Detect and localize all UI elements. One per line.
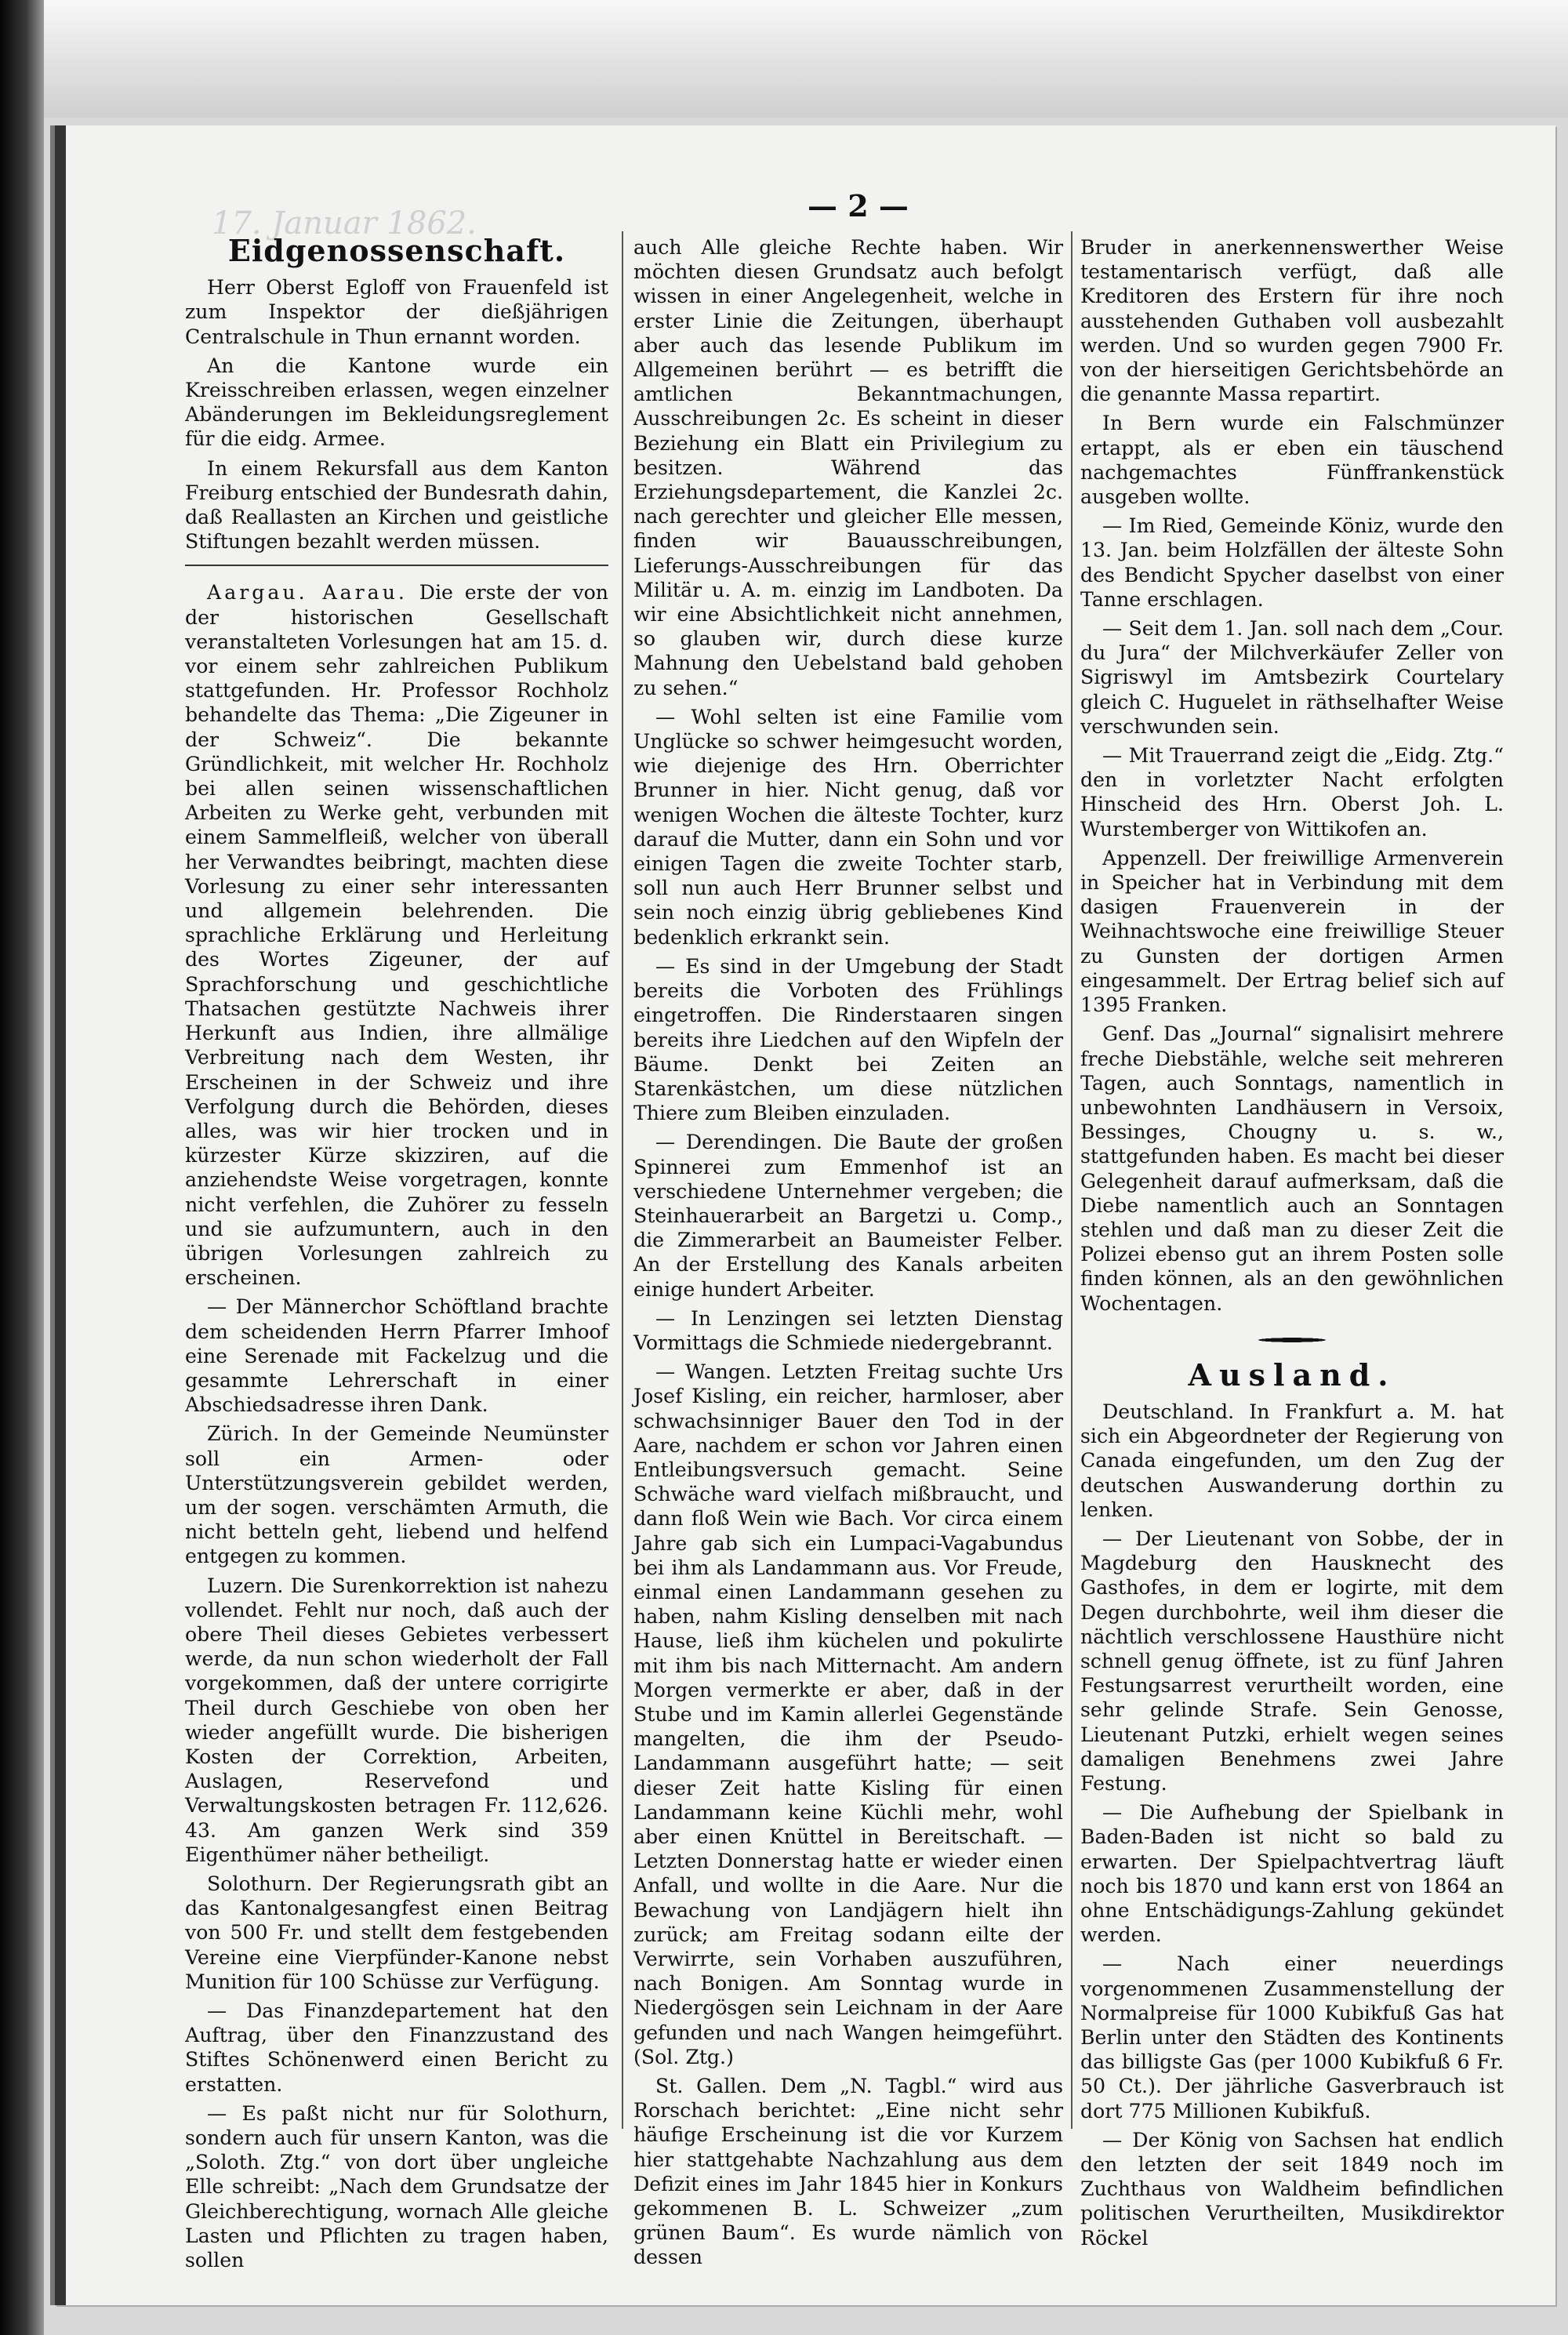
top-margin <box>44 0 1568 118</box>
article-paragraph: In Bern wurde ein Falschmünzer ertappt, als er eben ein täuschend nachgemachtes Fünffrankenstück ausgeben wollte. <box>1080 412 1504 509</box>
column-3 <box>1080 235 1504 2250</box>
article-paragraph: — Es paßt nicht nur für Solothurn, sondern auch für unsern Kanton, was die „Soloth. Ztg.“ von dort über ungleiche Elle schreibt: „Nach dem Grundsatze der Gleichberechtigung, wornach Alle gleiche Lasten und Pflichten zu tragen haben, sollen <box>185 2101 608 2272</box>
article-paragraph: — Der Lieutenant von Sobbe, der in Magdeburg den Hausknecht des Gasthofes, in dem er logirte, mit dem Degen durchbohrte, weil ihm dieser die nächtlich verschlossene Hausthüre nicht schnell genug öffnete, ist zu fünf Jahren Festungsarrest verurtheilt worden, eine sehr gelinde Strafe. Sein Genosse, Lieutenant Putzki, erhielt wegen seines damaligen Benehmens zwei Jahre Festung. <box>1080 1527 1504 1795</box>
article-paragraph: — Im Ried, Gemeinde Köniz, wurde den 13. Jan. beim Holzfällen der älteste Sohn des Bendicht Spycher daselbst von einer Tanne erschlagen. <box>1080 514 1504 611</box>
page-number: — 2 — <box>808 188 909 223</box>
article-paragraph: — Wohl selten ist eine Familie vom Unglücke so schwer heimgesucht worden, wie diejenige des Hrn. Oberrichter Brunner in hier. Nicht genug, daß vor wenigen Wochen die älteste Tochter, kurz darauf die Mutter, dann ein Sohn und vor einigen Tagen die zweite Tochter starb, soll nun auch Herr Brunner selbst und sein noch einzig übrig gebliebenes Kind bedenklich erkrankt sein. <box>633 705 1063 949</box>
article-paragraph: — In Lenzingen sei letzten Dienstag Vormittags die Schmiede niedergebrannt. <box>633 1306 1063 1354</box>
separator-rule <box>185 565 608 566</box>
article-paragraph: St. Gallen. Dem „N. Tagbl.“ wird aus Rorschach berichtet: „Eine nicht sehr häufige Erscheinung ist die vor Kurzem hier stattgehabte Nachzahlung aus dem Defizit eines im Jahr 1845 hier in Konkurs gekommenen B. L. Schweizer „zum grünen Baum“. Es wurde nämlich von dessen <box>633 2075 1063 2269</box>
section-heading: Eidgenossenschaft. <box>227 233 566 268</box>
article-paragraph: — Wangen. Letzten Freitag suchte Urs Josef Kisling, ein reicher, harmloser, aber schwachsinniger Bauer den Tod in der Aare, nachdem er schon vor Jahren einen Entleibungsversuch gemacht. Seine Schwäche ward vielfach mißbraucht, und dann floß Wein wie Bach. Vor circa einem Jahre gab sich ein Lumpaci-Vagabundus bei ihm als Landammann aus. Vor Freude, einmal einen Landammann gesehen zu haben, nahm Kisling denselben mit nach Hause, ließ ihm küchelen und pokulirte mit ihm bis nach Mitternacht. Am andern Morgen vermerkte er aber, daß in der Stube und im Kamin allerlei Gegenstände mangelten, die ihm der Pseudo-Landammann ausgeführt hatte; — seit dieser Zeit hatte Kisling für einen Landammann keine Küchli mehr, wohl aber einen Knüttel in Bereitschaft. — Letzten Donnerstag hatte er wieder einen Anfall, und wollte in die Aare. Nur die Bewachung von Landjägern hielt ihn zurück; am Freitag sodann eilte der Verwirrte, sein Vorhaben auszuführen, nach Bonigen. Am Sonntag wurde in Niedergösgen sein Leichnam in der Aare gefunden und nach Wangen heimgeführt. (Sol. Ztg.) <box>633 1360 1063 2068</box>
article-paragraph: — Derendingen. Die Baute der großen Spinnerei zum Emmenhof ist an verschiedene Unternehmer vergeben; die Steinhauerarbeit an Bargetzi u. Comp., die Zimmerarbeit an Baumeister Felber. An der Erstellung des Kanals arbeiten einige hundert Arbeiter. <box>633 1131 1063 1301</box>
article-paragraph: auch Alle gleiche Rechte haben. Wir möchten diesen Grundsatz auch befolgt wissen in einer Angelegenheit, welche in erster Linie die Zeitungen, überhaupt aber auch das lesende Publikum im Allgemeinen berührt — es betrifft die amtlichen Bekanntmachungen, Ausschreibungen 2c. Es scheint in dieser Beziehung ein Blatt ein Privilegium zu besitzen. Während das Erziehungsdepartement, die Kanzlei 2c. nach gerechter und gleicher Elle messen, finden wir Bauausschreibungen, Lieferungs-Ausschreibungen für das Militär u. A. m. einzig im Landboten. Da wir eine Absichtlichkeit nicht annehmen, so glauben wir, durch diese kurze Mahnung den Uebelstand bald gehoben zu sehen.“ <box>633 236 1063 699</box>
article-paragraph: — Die Aufhebung der Spielbank in Baden-Baden ist nicht so bald zu erwarten. Der Spielpachtvertrag läuft noch bis 1870 und kann erst von 1864 an ohne Entschädigungs-Zahlung gekündet werden. <box>1080 1801 1504 1947</box>
column-1 <box>185 233 608 2272</box>
article-paragraph: Appenzell. Der freiwillige Armenverein in Speicher hat in Verbindung mit dem dasigen Frauenverein in der Weihnachtswoche eine freiwillige Steuer zu Gunsten der dortigen Armen eingesammelt. Der Ertrag belief sich auf 1395 Franken. <box>1080 846 1504 1017</box>
article-paragraph: — Es sind in der Umgebung der Stadt bereits die Vorboten des Frühlings eingetroffen. Die Rinderstaaren singen bereits ihre Liedchen auf den Wipfeln der Bäume. Denkt bei Zeiten an Starenkästchen, um diese nützlichen Thiere zum Bleiben einzuladen. <box>633 954 1063 1125</box>
book-spine <box>0 0 44 2335</box>
article-paragraph: Deutschland. In Frankfurt a. M. hat sich ein Abgeordneter der Regierung von Canada eingefunden, um den Zug der deutschen Auswanderung dorthin zu lenken. <box>1080 1400 1504 1521</box>
article-text: Die erste der von der historischen Gesellschaft veranstalteten Vorlesungen hat am 15. d. vor einem sehr zahlreichen Publikum stattgefunden. Hr. Professor Rochholz behandelte das Thema: „Die Zigeuner in der Schweiz“. Die bekannte Gründlichkeit, mit welcher Hr. Rochholz bei allen seinen wissenschaftlichen Arbeiten zu Werke geht, verbunden mit einem Sammelfleiß, welcher von überall her Verwandtes beibringt, machten diese Vorlesung zu einer sehr interessanten und allgemein belehrenden. Die sprachliche Erklärung und Herleitung des Wortes Zigeuner, der auf Sprachforschung und geschichtliche Thatsachen gestützte Nachweis ihrer Herkunft aus Indien, ihre allmälige Verbreitung nach dem Westen, ihr Erscheinen in der Schweiz und ihre Verfolgung durch die Behörden, dieses alles, was wir hier trocken und in kürzester Kürze skizziren, auf die anziehendste Weise vorgetragen, konnte nicht verfehlen, die Zuhörer zu fesseln und sie aufzumuntern, auch in den übrigen Vorlesungen zahlreich zu erscheinen. <box>185 581 608 1290</box>
article-paragraph: In einem Rekursfall aus dem Kanton Freiburg entschied der Bundesrath dahin, daß Reallasten an Kirchen und geistliche Stiftungen bezahlt werden müssen. <box>185 456 608 554</box>
article-paragraph <box>185 580 608 1290</box>
article-paragraph: — Der Männerchor Schöftland brachte dem scheidenden Herrn Pfarrer Imhoof eine Serenade mit Fackelzug und die gesammte Lehrerschaft in einer Abschiedsadresse ihren Dank. <box>185 1295 608 1417</box>
section-heading: Ausland. <box>1188 1356 1396 1393</box>
ornament-divider <box>1233 1336 1351 1344</box>
article-paragraph: Luzern. Die Surenkorrektion ist nahezu vollendet. Fehlt nur noch, daß auch der obere Theil dieses Gebietes verbessert werde, da nun schon wiederholt der Fall vorgekommen, daß der untere corrigirte Theil durch Geschiebe von oben her wieder angefüllt wurde. Die bisherigen Kosten der Correktion, Arbeiten, Auslagen, Reservefond und Verwaltungskosten betragen Fr. 112,626. 43. Am ganzen Werk sind 359 Eigenthümer näher betheiligt. <box>185 1574 608 1866</box>
article-paragraph: Solothurn. Der Regierungsrath gibt an das Kantonalgesangfest einen Beitrag von 500 Fr. und stellt dem festgebenden Vereine eine Vierpfünder-Kanone nebst Munition für 100 Schüsse zur Verfügung. <box>185 1872 608 1993</box>
article-paragraph: — Nach einer neuerdings vorgenommenen Zusammenstellung der Normalpreise für 1000 Kubikfuß Gas hat Berlin unter den Städten des Kontinents das billigste Gas (per 1000 Kubikfuß 6 Fr. 50 Ct.). Der jährliche Gasverbrauch ist dort 775 Millionen Kubikfuß. <box>1080 1952 1504 2123</box>
column-rule <box>1071 231 1073 2129</box>
article-paragraph: Zürich. In der Gemeinde Neumünster soll ein Armen- oder Unterstützungsverein gebildet werden, um der sogen. verschämten Armuth, die nicht betteln geht, liebend und helfend entgegen zu kommen. <box>185 1422 608 1568</box>
column-2 <box>633 235 1063 2269</box>
bleed-through-header: 17. Januar 1862. <box>212 205 477 241</box>
article-paragraph: — Der König von Sachsen hat endlich den letzten der seit 1849 noch im Zuchthaus von Waldheim befindlichen politischen Verurtheilten, Musikdirektor Röckel <box>1080 2128 1504 2250</box>
article-paragraph: — Mit Trauerrand zeigt die „Eidg. Ztg.“ den in vorletzter Nacht erfolgten Hinscheid des Hrn. Oberst Joh. L. Wurstemberger von Wittikofen an. <box>1080 744 1504 841</box>
article-paragraph: — Das Finanzdepartement hat den Auftrag, über den Finanzzustand des Stiftes Schönenwerd einen Bericht zu erstatten. <box>185 1999 608 2096</box>
article-paragraph: — Seit dem 1. Jan. soll nach dem „Cour. du Jura“ der Milchverkäufer Zeller von Sigriswyl im Amtsbezirk Courtelary gleich C. Huguelet in räthselhafter Weise verschwunden sein. <box>1080 617 1504 738</box>
article-paragraph: An die Kantone wurde ein Kreisschreiben erlassen, wegen einzelner Abänderungen im Bekleidungsreglement für die eidg. Armee. <box>185 354 608 451</box>
article-paragraph: Bruder in anerkennenswerther Weise testamentarisch verfügt, daß alle Kreditoren des Erstern für ihre noch ausstehenden Guthaben voll ausbezahlt werden. Und so wurden gegen 7900 Fr. von der hierseitigen Gerichtsbehörde an die genannte Massa repartirt. <box>1080 236 1504 406</box>
column-rule <box>622 231 623 2129</box>
article-paragraph: Genf. Das „Journal“ signalisirt mehrere freche Diebstähle, welche seit mehreren Tagen, auch Sonntags, namentlich in unbewohnten Landhäusern in Versoix, Bessinges, Chougny u. s. w., stattgefunden haben. Es macht bei dieser Gelegenheit darauf aufmerksam, daß die Diebe namentlich auch an Sonntagen stehlen und daß man zu dieser Zeit die Polizei ebenso gut an ihrem Posten solle finden können, als an den gewöhnlichen Wochentagen. <box>1080 1022 1504 1315</box>
article-paragraph: Herr Oberst Egloff von Frauenfeld ist zum Inspektor der dießjährigen Centralschule in Thun ernannt worden. <box>185 276 608 348</box>
place-lead: Aargau. Aarau. <box>207 581 408 605</box>
